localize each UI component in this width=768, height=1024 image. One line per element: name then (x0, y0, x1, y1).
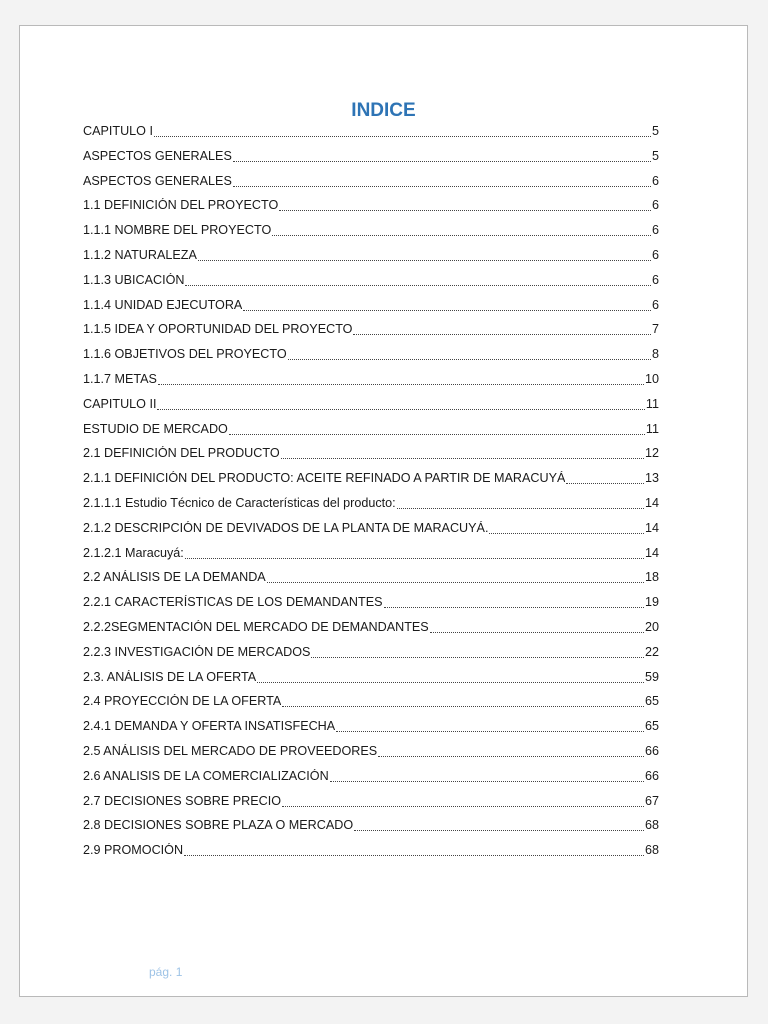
toc-dot-leader (288, 358, 651, 360)
toc-entry-title: CAPITULO II (83, 396, 157, 411)
toc-dot-leader (378, 755, 644, 757)
toc-dot-leader (154, 135, 651, 137)
toc-dot-leader (233, 160, 651, 162)
toc-dot-leader (267, 581, 644, 583)
toc-dot-leader (336, 730, 644, 732)
toc-entry-title: 2.6 ANALISIS DE LA COMERCIALIZACIÓN (83, 768, 329, 783)
toc-entry[interactable] (83, 347, 659, 372)
toc-entry[interactable] (83, 694, 659, 719)
toc-entry-page-number: 11 (645, 421, 659, 436)
toc-dot-leader (282, 805, 644, 807)
toc-dot-leader (243, 309, 651, 311)
toc-dot-leader (184, 854, 644, 856)
toc-entry-page-number: 5 (651, 124, 659, 138)
toc-entry[interactable] (83, 198, 659, 223)
toc-entry-title: 2.1.1.1 Estudio Técnico de Características del producto: (83, 495, 396, 510)
toc-entry-page-number: 13 (644, 471, 659, 486)
toc-dot-leader (157, 408, 644, 410)
toc-entry-page-number: 10 (644, 371, 659, 386)
toc-dot-leader (272, 234, 651, 236)
toc-entry-page-number: 59 (644, 669, 659, 684)
toc-entry-title: 1.1.3 UBICACIÓN (83, 272, 185, 287)
toc-entry-page-number: 19 (644, 595, 659, 610)
toc-entry-title: 1.1.6 OBJETIVOS DEL PROYECTO (83, 347, 287, 362)
toc-entry-page-number: 14 (644, 545, 659, 560)
toc-entry-page-number: 8 (651, 347, 659, 362)
toc-entry[interactable] (83, 521, 659, 546)
toc-entry[interactable] (83, 273, 659, 298)
toc-entry[interactable] (83, 422, 659, 447)
toc-entry-title: 2.1.2 DESCRIPCIÓN DE DEVIVADOS DE LA PLANTA DE MARACUYÁ. (83, 520, 489, 535)
toc-dot-leader (257, 681, 644, 683)
toc-entry[interactable] (83, 397, 659, 422)
toc-dot-leader (384, 606, 644, 608)
toc-entry-title: 2.7 DECISIONES SOBRE PRECIO (83, 793, 282, 808)
toc-entry-title: 2.1.2.1 Maracuyá: (83, 545, 184, 560)
toc-entry-title: 2.3. ANÁLISIS DE LA OFERTA (83, 669, 257, 684)
toc-entry-title: 2.2.3 INVESTIGACIÓN DE MERCADOS (83, 644, 311, 659)
toc-entry-page-number: 65 (644, 694, 659, 709)
toc-entry-title: 2.8 DECISIONES SOBRE PLAZA O MERCADO (83, 818, 354, 833)
toc-dot-leader (282, 705, 644, 707)
toc-dot-leader (566, 482, 644, 484)
toc-entry[interactable] (83, 744, 659, 769)
toc-entry-page-number: 68 (644, 843, 659, 858)
toc-entry-title: 2.1.1 DEFINICIÓN DEL PRODUCTO: ACEITE REFINADO A PARTIR DE MARACUYÁ (83, 471, 566, 486)
toc-entry[interactable] (83, 124, 659, 149)
toc-dot-leader (158, 383, 644, 385)
toc-entry[interactable] (83, 769, 659, 794)
toc-entry[interactable] (83, 174, 659, 199)
toc-entry-page-number: 6 (651, 198, 659, 213)
toc-entry[interactable] (83, 818, 659, 843)
toc-dot-leader (229, 433, 645, 435)
toc-entry-title: 1.1.4 UNIDAD EJECUTORA (83, 297, 243, 312)
toc-entry-title: 2.2 ANÁLISIS DE LA DEMANDA (83, 570, 266, 585)
toc-entry-title: 2.5 ANÁLISIS DEL MERCADO DE PROVEEDORES (83, 743, 378, 758)
toc-entry-page-number: 14 (644, 520, 659, 535)
toc-entry-page-number: 7 (651, 322, 659, 337)
toc-entry-page-number: 65 (644, 719, 659, 734)
table-of-contents (83, 124, 659, 868)
toc-entry[interactable] (83, 570, 659, 595)
document-page (19, 25, 748, 997)
toc-entry-page-number: 6 (651, 297, 659, 312)
toc-entry[interactable] (83, 322, 659, 347)
toc-dot-leader (198, 259, 651, 261)
toc-entry-page-number: 6 (651, 173, 659, 188)
toc-dot-leader (489, 532, 644, 534)
toc-entry-title: 1.1.7 METAS (83, 371, 157, 386)
toc-entry[interactable] (83, 298, 659, 323)
toc-entry-title: 2.2.2SEGMENTACIÓN DEL MERCADO DE DEMANDANTES (83, 619, 429, 634)
toc-entry-page-number: 18 (644, 570, 659, 585)
toc-entry[interactable] (83, 670, 659, 695)
toc-entry[interactable] (83, 248, 659, 273)
toc-entry[interactable] (83, 645, 659, 670)
toc-entry-title: 1.1 DEFINICIÓN DEL PROYECTO (83, 198, 279, 213)
toc-entry-page-number: 6 (651, 247, 659, 262)
toc-dot-leader (354, 829, 644, 831)
toc-entry[interactable] (83, 149, 659, 174)
toc-entry-title: 1.1.5 IDEA Y OPORTUNIDAD DEL PROYECTO (83, 322, 353, 337)
toc-entry-page-number: 12 (644, 446, 659, 461)
toc-entry-title: 2.2.1 CARACTERÍSTICAS DE LOS DEMANDANTES (83, 595, 383, 610)
toc-entry-title: ESTUDIO DE MERCADO (83, 421, 228, 436)
toc-entry-title: CAPITULO I (83, 124, 153, 138)
toc-entry[interactable] (83, 546, 659, 571)
toc-dot-leader (430, 631, 644, 633)
toc-entry-title: 1.1.2 NATURALEZA (83, 247, 197, 262)
page-number-footer: pág. 1 (149, 965, 183, 979)
toc-entry[interactable] (83, 496, 659, 521)
toc-entry-page-number: 66 (644, 743, 659, 758)
toc-entry-title: 2.1 DEFINICIÓN DEL PRODUCTO (83, 446, 280, 461)
toc-entry[interactable] (83, 794, 659, 819)
toc-entry-page-number: 11 (645, 396, 659, 411)
toc-entry-title: 1.1.1 NOMBRE DEL PROYECTO (83, 223, 272, 238)
toc-entry-page-number: 22 (644, 644, 659, 659)
toc-entry[interactable] (83, 471, 659, 496)
page-title: INDICE (351, 100, 416, 121)
toc-dot-leader (397, 507, 644, 509)
toc-entry-title: 2.4 PROYECCIÓN DE LA OFERTA (83, 694, 282, 709)
toc-entry-page-number: 6 (651, 272, 659, 287)
toc-entry[interactable] (83, 843, 659, 868)
toc-entry-page-number: 5 (651, 148, 659, 163)
toc-dot-leader (185, 557, 644, 559)
toc-entry-page-number: 68 (644, 818, 659, 833)
toc-dot-leader (281, 457, 644, 459)
toc-entry[interactable] (83, 620, 659, 645)
toc-entry[interactable] (83, 372, 659, 397)
toc-dot-leader (311, 656, 644, 658)
toc-entry-title: 2.4.1 DEMANDA Y OFERTA INSATISFECHA (83, 719, 336, 734)
toc-entry-title: 2.9 PROMOCIÓN (83, 843, 184, 858)
toc-entry[interactable] (83, 719, 659, 744)
toc-dot-leader (353, 333, 651, 335)
toc-dot-leader (233, 185, 651, 187)
toc-entry-title: ASPECTOS GENERALES (83, 148, 232, 163)
toc-entry-page-number: 67 (644, 793, 659, 808)
toc-dot-leader (279, 209, 651, 211)
toc-entry-page-number: 66 (644, 768, 659, 783)
toc-entry[interactable] (83, 595, 659, 620)
toc-entry-page-number: 6 (651, 223, 659, 238)
toc-entry[interactable] (83, 223, 659, 248)
toc-entry[interactable] (83, 446, 659, 471)
toc-entry-title: ASPECTOS GENERALES (83, 173, 232, 188)
toc-entry-page-number: 20 (644, 619, 659, 634)
toc-dot-leader (330, 780, 644, 782)
toc-entry-page-number: 14 (644, 495, 659, 510)
toc-dot-leader (185, 284, 651, 286)
